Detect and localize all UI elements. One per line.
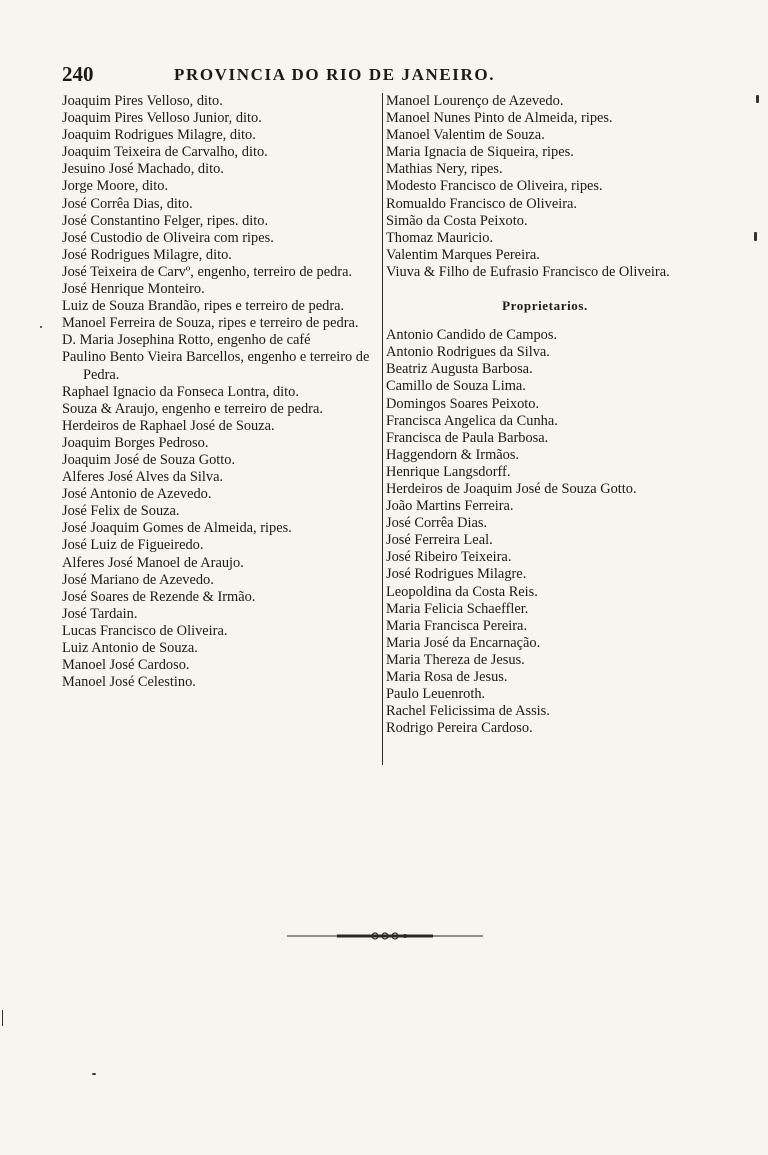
list-entry: Viuva & Filho de Eufrasio Francisco de Oliveira. xyxy=(386,263,670,280)
list-entry: Domingos Soares Peixoto. xyxy=(386,395,540,412)
list-entry: Francisca Angelica da Cunha. xyxy=(386,412,558,429)
list-entry: Maria Thereza de Jesus. xyxy=(386,651,525,668)
list-entry: Joaquim Pires Velloso, dito. xyxy=(62,93,223,109)
list-entry: Beatriz Augusta Barbosa. xyxy=(386,361,533,378)
list-entry: Raphael Ignacio da Fonseca Lontra, dito. xyxy=(62,383,299,400)
list-entry: Maria Rosa de Jesus. xyxy=(386,669,508,685)
list-entry: José Mariano de Azevedo. xyxy=(62,571,214,588)
left-column xyxy=(62,93,376,691)
list-entry: Joaquim Rodrigues Milagre, dito. xyxy=(62,127,256,144)
ink-speck xyxy=(2,1010,3,1026)
list-entry: Jesuino José Machado, dito. xyxy=(62,161,224,178)
ink-speck xyxy=(92,1073,96,1075)
list-entry: D. Maria Josephina Rotto, engenho de café xyxy=(62,332,311,349)
list-entry: Maria Felicia Schaeffler. xyxy=(386,600,529,617)
list-entry: Herdeiros de Raphael José de Souza. xyxy=(62,417,275,434)
list-entry: Alferes José Alves da Silva. xyxy=(62,469,224,486)
list-entry: José Corrêa Dias, dito. xyxy=(62,195,193,212)
list-entry: Joaquim Pires Velloso Junior, dito. xyxy=(62,110,262,127)
ink-speck xyxy=(40,326,42,328)
right-entry-list xyxy=(386,93,704,281)
list-entry: Paulino Bento Vieira Barcellos, engenho e terreiro de Pedra. xyxy=(62,349,370,383)
list-entry: Thomaz Mauricio. xyxy=(386,229,494,246)
list-entry: José Tardain. xyxy=(62,605,138,622)
list-entry: Antonio Candido de Campos. xyxy=(386,327,558,344)
ornament-divider xyxy=(287,929,483,943)
list-entry: José Henrique Monteiro. xyxy=(62,281,205,298)
list-entry: Maria Ignacia de Siqueira, ripes. xyxy=(386,144,574,161)
list-entry: José Ribeiro Teixeira. xyxy=(386,549,512,566)
list-entry: Manoel Ferreira de Souza, ripes e terreiro de pedra. xyxy=(62,315,359,332)
list-entry: Valentim Marques Pereira. xyxy=(386,246,540,263)
page-header xyxy=(62,62,562,86)
list-entry: Maria Francisca Pereira. xyxy=(386,617,528,634)
list-entry: Haggendorn & Irmãos. xyxy=(386,446,520,463)
list-entry: José Constantino Felger, ripes. dito. xyxy=(62,212,269,229)
list-entry: José Felix de Souza. xyxy=(62,503,180,520)
list-entry: Leopoldina da Costa Reis. xyxy=(386,583,538,600)
list-entry: José Luiz de Figueiredo. xyxy=(62,537,204,554)
list-entry: José Joaquim Gomes de Almeida, ripes. xyxy=(62,520,292,537)
list-entry: Mathias Nery, ripes. xyxy=(386,161,503,178)
list-entry: José Ferreira Leal. xyxy=(386,532,493,549)
section-heading-proprietarios: Proprietarios. xyxy=(502,298,588,314)
list-entry: Joaquim José de Souza Gotto. xyxy=(62,451,236,468)
list-entry: Manoel Nunes Pinto de Almeida, ripes. xyxy=(386,110,613,127)
left-entry-list xyxy=(62,93,376,691)
list-entry: Manoel José Celestino. xyxy=(62,674,196,691)
list-entry: Simão da Costa Peixoto. xyxy=(386,212,528,229)
list-entry: Alferes José Manoel de Araujo. xyxy=(62,554,244,571)
page-title: PROVINCIA DO RIO DE JANEIRO. xyxy=(174,65,496,84)
list-entry: Rodrigo Pereira Cardoso. xyxy=(386,720,533,737)
list-entry: Maria José da Encarnação. xyxy=(386,634,541,651)
list-entry: José Custodio de Oliveira com ripes. xyxy=(62,229,274,246)
list-entry: Manoel Valentim de Souza. xyxy=(386,127,545,144)
list-entry: José Rodrigues Milagre. xyxy=(386,566,527,583)
list-entry: Antonio Rodrigues da Silva. xyxy=(386,344,550,361)
list-entry: José Rodrigues Milagre, dito. xyxy=(62,246,232,263)
list-entry: Lucas Francisco de Oliveira. xyxy=(62,622,228,639)
list-entry: Luiz Antonio de Souza. xyxy=(62,640,198,656)
page-number: 240 xyxy=(62,62,94,86)
list-entry: Manoel José Cardoso. xyxy=(62,657,190,674)
list-entry: Luiz de Souza Brandão, ripes e terreiro de pedra. xyxy=(62,298,345,315)
ink-speck xyxy=(754,232,757,241)
list-entry: José Antonio de Azevedo. xyxy=(62,486,212,503)
list-entry: Jorge Moore, dito. xyxy=(62,178,169,195)
list-entry: Rachel Felicissima de Assis. xyxy=(386,703,550,720)
right-column xyxy=(382,93,704,765)
list-entry: Romualdo Francisco de Oliveira. xyxy=(386,195,578,212)
ink-speck xyxy=(756,95,759,103)
list-entry: Joaquim Teixeira de Carvalho, dito. xyxy=(62,144,268,161)
list-entry: Modesto Francisco de Oliveira, ripes. xyxy=(386,178,603,195)
list-entry: Francisca de Paula Barbosa. xyxy=(386,429,549,446)
list-entry: José Corrêa Dias. xyxy=(386,515,488,532)
list-entry: Paulo Leuenroth. xyxy=(386,686,486,703)
list-entry: Souza & Araujo, engenho e terreiro de pedra. xyxy=(62,400,323,417)
proprietarios-entry-list xyxy=(386,327,704,737)
list-entry: João Martins Ferreira. xyxy=(386,498,514,515)
list-entry: Henrique Langsdorff. xyxy=(386,463,511,480)
list-entry: José Teixeira de Carvº, engenho, terreiro de pedra. xyxy=(62,263,353,280)
list-entry: Camillo de Souza Lima. xyxy=(386,378,526,395)
list-entry: Manoel Lourenço de Azevedo. xyxy=(386,93,564,109)
list-entry: Joaquim Borges Pedroso. xyxy=(62,434,209,451)
list-entry: Herdeiros de Joaquim José de Souza Gotto. xyxy=(386,480,637,497)
list-entry: José Soares de Rezende & Irmão. xyxy=(62,588,256,605)
